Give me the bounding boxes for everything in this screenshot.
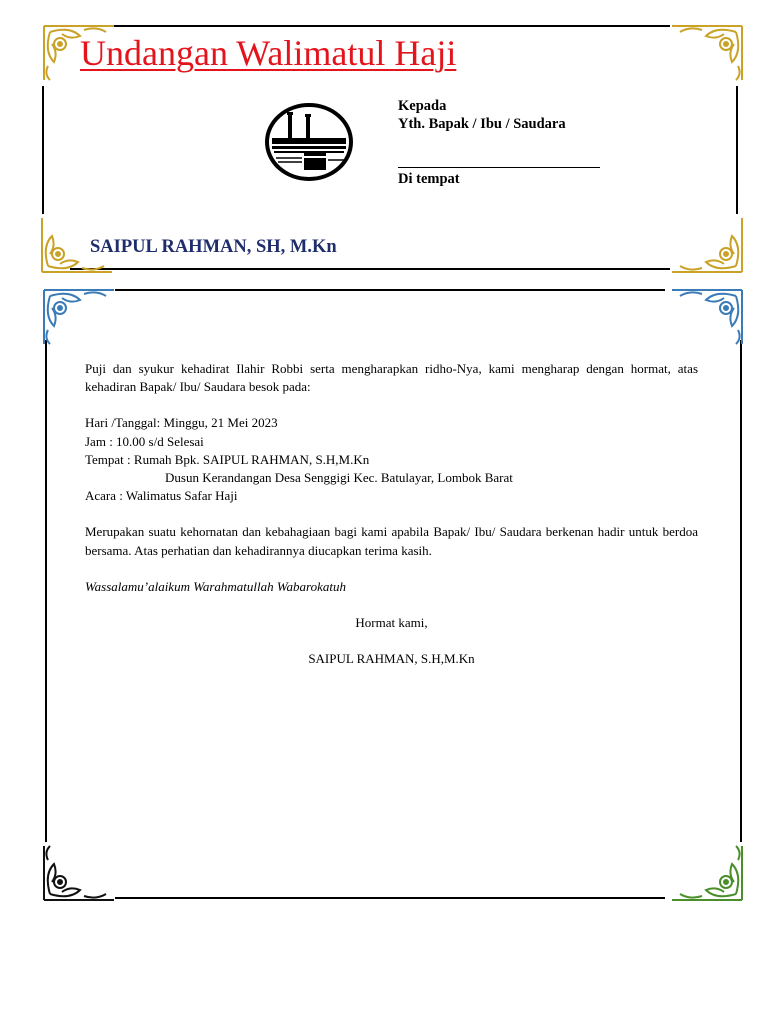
letter-body <box>85 360 698 668</box>
top-frame-bottom-border <box>70 268 670 270</box>
letter-frame-top-border <box>115 289 665 291</box>
recipient-name-blank-line <box>398 159 600 168</box>
ornament-letter-top-left-icon <box>40 286 118 348</box>
letter-signature: SAIPUL RAHMAN, S.H,M.Kn <box>308 651 475 667</box>
top-frame-top-border <box>70 25 670 27</box>
top-frame-left-border <box>42 86 44 214</box>
letter-opening: Puji dan syukur kehadirat Ilahir Robbi serta mengharapkan ridho-Nya, kami mengharap dengan hormat, atas kehadiran Bapak/ Ibu/ Saudara besok pada: <box>85 361 698 395</box>
ornament-letter-bottom-right-icon <box>668 842 746 904</box>
event-day-date: Hari /Tanggal: Minggu, 21 Mei 2023 <box>85 415 278 431</box>
recipient-place: Di tempat <box>398 171 460 187</box>
letter-closing: Merupakan suatu kehornatan dan kebahagiaan bagi kami apabila Bapak/ Ibu/ Saudara berkenan hadir untuk berdoa bersama. Atas perhatian dan kehadirannya diucapkan terima kasih. <box>85 524 698 558</box>
letter-regards: Hormat kami, <box>355 615 428 631</box>
kaaba-emblem-icon <box>264 102 354 182</box>
event-agenda: Acara : Walimatus Safar Haji <box>85 488 238 504</box>
letter-salam: Wassalamu’alaikum Warahmatullah Wabarokatuh <box>85 578 346 594</box>
recipient-kepada: Kepada <box>398 98 447 114</box>
event-time: Jam : 10.00 s/d Selesai <box>85 433 204 449</box>
invitation-title: Undangan Walimatul Haji <box>80 33 457 73</box>
ornament-letter-top-right-icon <box>668 286 746 348</box>
letter-frame-right-border <box>740 340 742 842</box>
host-name: SAIPUL RAHMAN, SH, M.Kn <box>90 237 337 257</box>
ornament-top-right-icon <box>668 22 746 84</box>
recipient-block <box>398 97 618 188</box>
event-place: Tempat : Rumah Bpk. SAIPUL RAHMAN, S.H,M.Kn <box>85 451 370 467</box>
event-address: Dusun Kerandangan Desa Senggigi Kec. Batulayar, Lombok Barat <box>165 470 513 486</box>
ornament-letter-bottom-left-icon <box>40 842 118 904</box>
recipient-addressee: Yth. Bapak / Ibu / Saudara <box>398 116 566 132</box>
top-frame-right-border <box>736 86 738 214</box>
letter-frame-bottom-border <box>115 897 665 899</box>
ornament-mid-right-icon <box>668 214 746 276</box>
letter-frame-left-border <box>45 340 47 842</box>
